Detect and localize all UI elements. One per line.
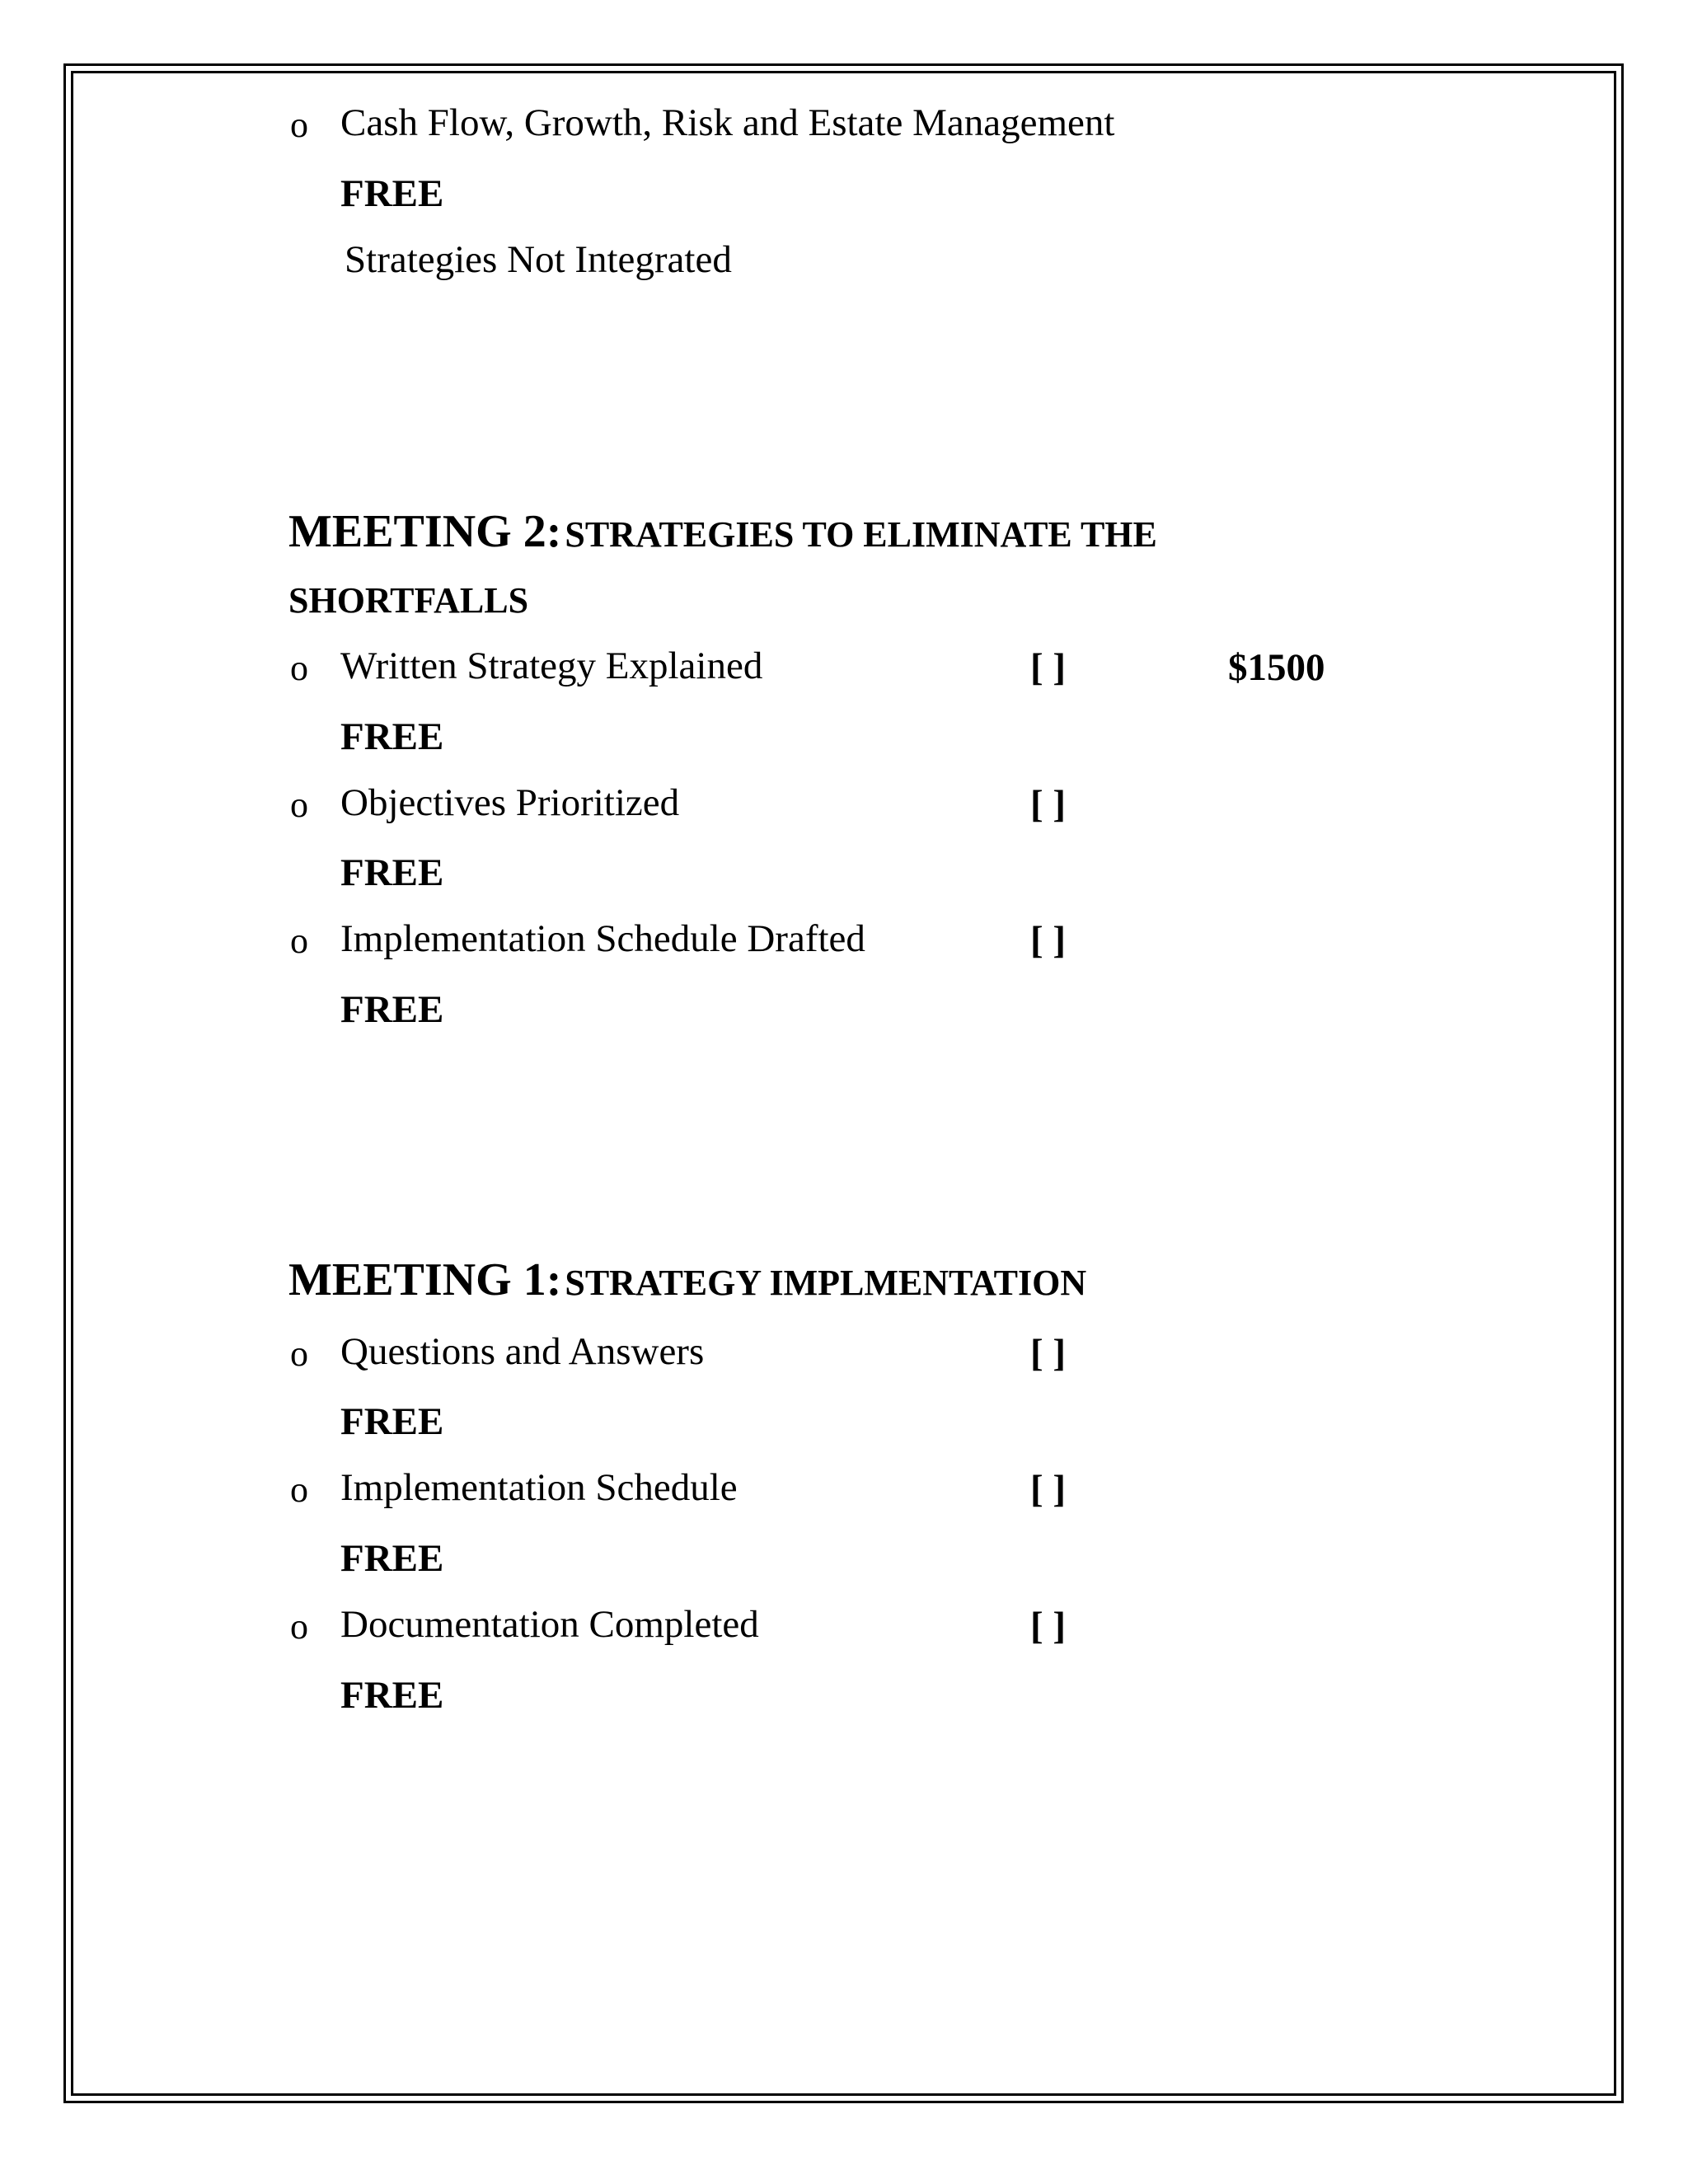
meeting1-item-free: FREE bbox=[340, 1674, 444, 1717]
meeting1-heading bbox=[288, 1254, 1087, 1305]
meeting2-heading bbox=[288, 506, 1157, 557]
meeting1-item-checkbox[interactable]: [ ] bbox=[1030, 1332, 1067, 1375]
meeting2-item-free: FREE bbox=[340, 988, 444, 1031]
bullet-marker: o bbox=[290, 648, 308, 688]
meeting1-item-label: Implementation Schedule bbox=[340, 1466, 738, 1509]
page-border-inner bbox=[71, 71, 1616, 2096]
bullet-marker: o bbox=[290, 1606, 308, 1647]
bullet-marker: o bbox=[290, 785, 308, 825]
bullet-marker: o bbox=[290, 1469, 308, 1510]
meeting2-heading-title-cont: SHORTFALLS bbox=[288, 580, 529, 621]
meeting1-item-free: FREE bbox=[340, 1537, 444, 1580]
meeting2-item-checkbox[interactable]: [ ] bbox=[1030, 646, 1067, 689]
intro-note: Strategies Not Integrated bbox=[345, 238, 732, 281]
meeting1-heading-prefix: MEETING 1: bbox=[288, 1254, 562, 1305]
meeting1-item-label: Questions and Answers bbox=[340, 1330, 705, 1373]
meeting2-item-label: Objectives Prioritized bbox=[340, 781, 680, 824]
meeting2-item-checkbox[interactable]: [ ] bbox=[1030, 783, 1067, 826]
intro-item-label: Cash Flow, Growth, Risk and Estate Management bbox=[340, 101, 1115, 144]
meeting2-item-checkbox[interactable]: [ ] bbox=[1030, 919, 1067, 962]
meeting1-item-checkbox[interactable]: [ ] bbox=[1030, 1468, 1067, 1511]
meeting1-item-checkbox[interactable]: [ ] bbox=[1030, 1605, 1067, 1647]
meeting2-item-free: FREE bbox=[340, 715, 444, 758]
meeting2-heading-title: STRATEGIES TO ELIMINATE THE bbox=[565, 514, 1157, 555]
bullet-marker: o bbox=[290, 1333, 308, 1374]
meeting1-item-free: FREE bbox=[340, 1400, 444, 1443]
meeting2-item-label: Written Strategy Explained bbox=[340, 644, 763, 687]
meeting2-heading-prefix: MEETING 2: bbox=[288, 506, 562, 557]
meeting1-heading-title: STRATEGY IMPLMENTATION bbox=[565, 1263, 1087, 1303]
meeting2-item-label: Implementation Schedule Drafted bbox=[340, 917, 865, 960]
meeting2-item-free: FREE bbox=[340, 851, 444, 894]
bullet-marker: o bbox=[290, 105, 308, 145]
intro-free-label: FREE bbox=[340, 172, 444, 215]
meeting1-item-label: Documentation Completed bbox=[340, 1603, 759, 1646]
meeting2-price: $1500 bbox=[1228, 646, 1325, 689]
bullet-marker: o bbox=[290, 921, 308, 961]
